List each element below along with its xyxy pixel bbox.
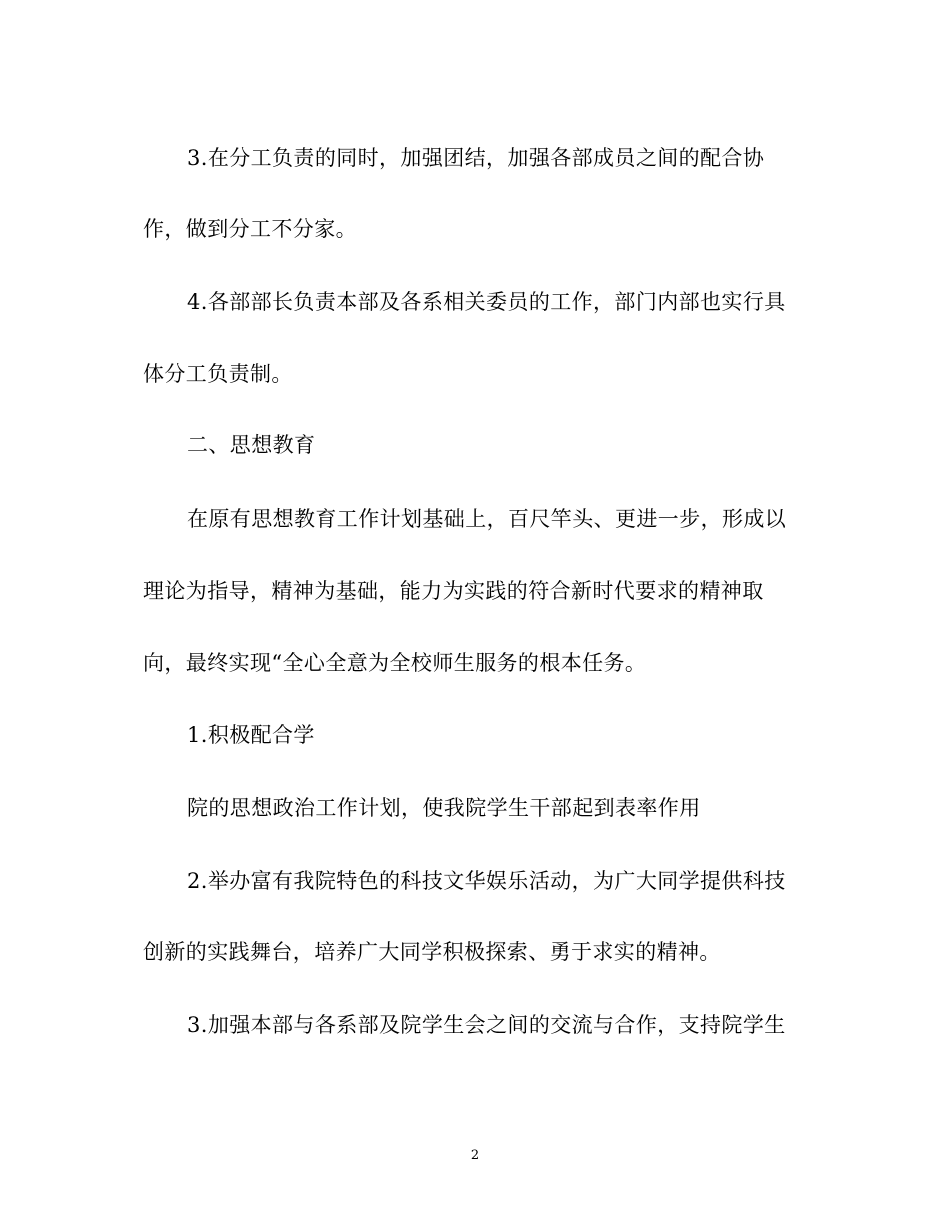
paragraph-line: 在原有思想教育工作计划基础上，百尺竿头、更进一步，形成以 bbox=[187, 507, 787, 531]
paragraph-line: 理论为指导，精神为基础，能力为实践的符合新时代要求的精神取 bbox=[143, 579, 764, 603]
paragraph-line: 向，最终实现“全心全意为全校师生服务的根本任务。 bbox=[143, 651, 647, 675]
paragraph-line: 3.在分工负责的同时，加强团结，加强各部成员之间的配合协 bbox=[187, 146, 765, 170]
paragraph-line: 3.加强本部与各系部及院学生会之间的交流与合作，支持院学生 bbox=[187, 1013, 786, 1037]
paragraph-line: 2.举办富有我院特色的科技文华娱乐活动，为广大同学提供科技 bbox=[187, 869, 786, 893]
section-heading: 二、思想教育 bbox=[187, 433, 316, 457]
paragraph-line: 4.各部部长负责本部及各系相关委员的工作，部门内部也实行具 bbox=[187, 290, 786, 314]
page-number: 2 bbox=[470, 1148, 480, 1163]
paragraph-line: 1.积极配合学 bbox=[187, 723, 315, 747]
paragraph-line: 院的思想政治工作计划，使我院学生干部起到表率作用 bbox=[187, 796, 701, 820]
paragraph-line: 创新的实践舞台，培养广大同学积极探索、勇于求实的精神。 bbox=[143, 940, 721, 964]
paragraph-line: 体分工负责制。 bbox=[143, 362, 293, 386]
paragraph-line: 作，做到分工不分家。 bbox=[143, 217, 357, 241]
